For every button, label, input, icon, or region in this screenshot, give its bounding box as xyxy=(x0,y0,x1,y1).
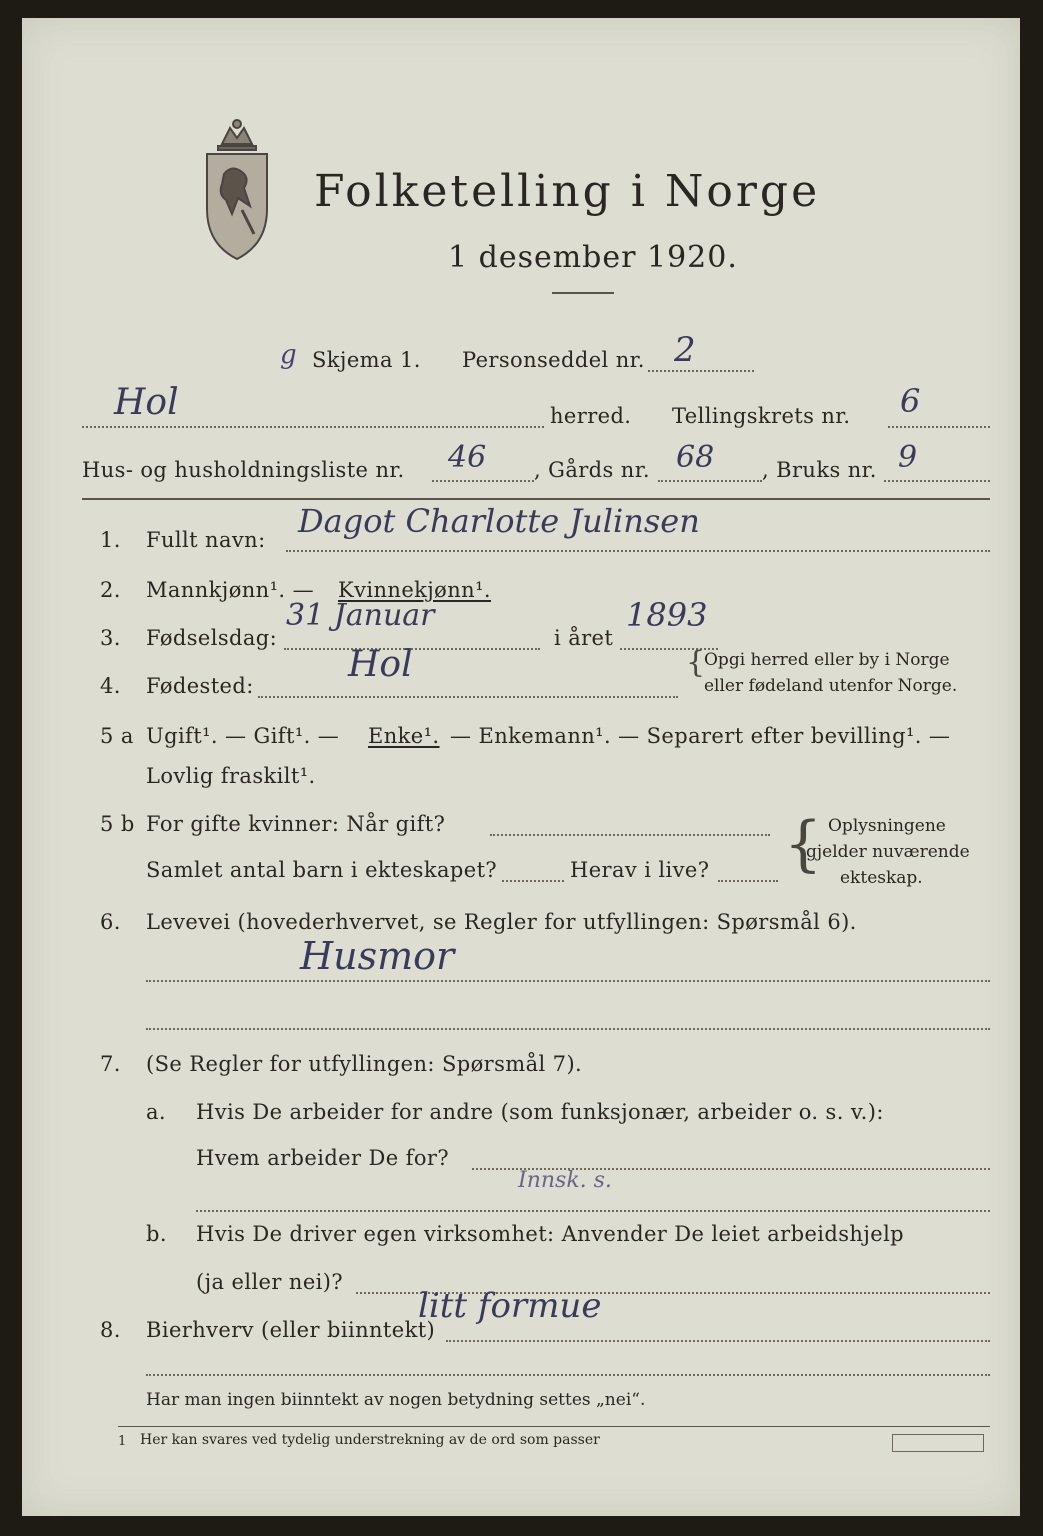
footnote-number: 1 xyxy=(118,1434,127,1449)
title-divider xyxy=(552,292,614,294)
coat-of-arms-icon xyxy=(192,114,282,264)
q2-number: 2. xyxy=(100,578,121,602)
q5a-lovlig-fraskilt[interactable]: Lovlig fraskilt¹. xyxy=(146,764,316,788)
q6-number: 6. xyxy=(100,910,121,934)
q5a-enke-option[interactable]: Enke¹. xyxy=(368,724,440,748)
q2-female-option[interactable]: Kvinnekjønn¹. xyxy=(338,578,491,602)
q5b-label: For gifte kvinner: Når gift? xyxy=(146,812,446,836)
margin-mark: g xyxy=(280,340,297,370)
footer-note: Har man ingen biinntekt av nogen betydning settes „nei“. xyxy=(146,1390,646,1410)
q7-number: 7. xyxy=(100,1052,121,1076)
tellingskrets-value[interactable]: 6 xyxy=(900,382,921,420)
q4-label: Fødested: xyxy=(146,674,254,698)
q2-male-option[interactable]: Mannkjønn¹. — xyxy=(146,578,314,602)
q1-number: 1. xyxy=(100,528,121,552)
q8-line xyxy=(446,1340,990,1342)
q7a-label: Hvis De arbeider for andre (som funksjonær, arbeider o. s. v.): xyxy=(196,1100,884,1124)
q5b-brace: { xyxy=(784,809,823,879)
q3-year-value[interactable]: 1893 xyxy=(626,596,708,634)
q4-value[interactable]: Hol xyxy=(348,644,413,685)
footnote-rule xyxy=(118,1426,990,1427)
q7-label: (Se Regler for utfyllingen: Spørsmål 7). xyxy=(146,1052,583,1076)
q6-line2 xyxy=(146,1028,990,1030)
q6-label: Levevei (hovederhvervet, se Regler for utfyllingen: Spørsmål 6). xyxy=(146,910,857,934)
q5b-note-line3: ekteskap. xyxy=(840,868,923,888)
q5b-line xyxy=(490,834,770,836)
q4-line xyxy=(258,696,678,698)
bruks-label: , Bruks nr. xyxy=(762,458,877,482)
husliste-line xyxy=(432,480,534,482)
skjema-label: Skjema 1. xyxy=(312,348,421,372)
q4-note-line2: eller fødeland utenfor Norge. xyxy=(704,676,958,696)
header-divider xyxy=(82,498,990,500)
q5b-alive-label: Herav i live? xyxy=(570,858,710,882)
printer-stamp xyxy=(892,1434,984,1452)
q5b-alive-line xyxy=(718,880,778,882)
q7a-number: a. xyxy=(146,1100,166,1124)
bruks-value[interactable]: 9 xyxy=(898,440,918,475)
q7a-who-label: Hvem arbeider De for? xyxy=(196,1146,449,1170)
personseddel-label: Personseddel nr. xyxy=(462,348,645,372)
q5b-note-line1: Oplysningene xyxy=(828,816,946,836)
q6-line1 xyxy=(146,980,990,982)
q8-value[interactable]: litt formue xyxy=(418,1286,602,1326)
q5a-ugift-gift-options[interactable]: Ugift¹. — Gift¹. — xyxy=(146,724,340,748)
herred-value[interactable]: Hol xyxy=(114,382,179,423)
q5b-number: 5 b xyxy=(100,812,135,836)
form-title: Folketelling i Norge xyxy=(314,166,821,217)
footnote-text: Her kan svares ved tydelig understrekning av de ord som passer xyxy=(140,1432,600,1448)
q7a-line2 xyxy=(196,1210,990,1212)
q4-brace: { xyxy=(686,645,706,680)
q6-value[interactable]: Husmor xyxy=(300,934,455,978)
personseddel-line xyxy=(648,370,754,372)
q4-note-line1: Opgi herred eller by i Norge xyxy=(704,650,950,670)
q5a-other-options[interactable]: — Enkemann¹. — Separert efter bevilling¹. — xyxy=(450,724,951,748)
husliste-label: Hus- og husholdningsliste nr. xyxy=(82,458,405,482)
q5b-children-label: Samlet antal barn i ekteskapet? xyxy=(146,858,498,882)
q5b-note-line2: gjelder nuværende xyxy=(806,842,970,862)
q8-number: 8. xyxy=(100,1318,121,1342)
tellingskrets-label: Tellingskrets nr. xyxy=(672,404,851,428)
gards-label: , Gårds nr. xyxy=(534,458,650,482)
tellingskrets-line xyxy=(888,426,990,428)
gards-line xyxy=(658,480,762,482)
herred-line xyxy=(82,426,544,428)
q8-label: Bierhverv (eller biinntekt) xyxy=(146,1318,436,1342)
q7a-value[interactable]: Innsk. s. xyxy=(518,1168,612,1193)
q1-line xyxy=(286,550,990,552)
q3-number: 3. xyxy=(100,626,121,650)
q5a-number: 5 a xyxy=(100,724,134,748)
q3-label: Fødselsdag: xyxy=(146,626,278,650)
herred-label: herred. xyxy=(550,404,632,428)
q3-year-label: i året xyxy=(554,626,614,650)
census-date: 1 desember 1920. xyxy=(448,240,738,275)
gards-value[interactable]: 68 xyxy=(676,440,715,475)
bruks-line xyxy=(884,480,990,482)
q1-value[interactable]: Dagot Charlotte Julinsen xyxy=(298,502,700,540)
footer-divider xyxy=(146,1374,990,1376)
q1-label: Fullt navn: xyxy=(146,528,266,552)
q7b-label: Hvis De driver egen virksomhet: Anvender De leiet arbeidshjelp xyxy=(196,1222,905,1246)
q4-number: 4. xyxy=(100,674,121,698)
personseddel-value[interactable]: 2 xyxy=(674,330,696,370)
q3-value[interactable]: 31 Januar xyxy=(286,598,435,633)
q5b-children-line xyxy=(502,880,564,882)
q7b-yes-no-label: (ja eller nei)? xyxy=(196,1270,344,1294)
census-form-sheet xyxy=(22,18,1020,1516)
q7b-number: b. xyxy=(146,1222,167,1246)
husliste-value[interactable]: 46 xyxy=(448,440,487,475)
